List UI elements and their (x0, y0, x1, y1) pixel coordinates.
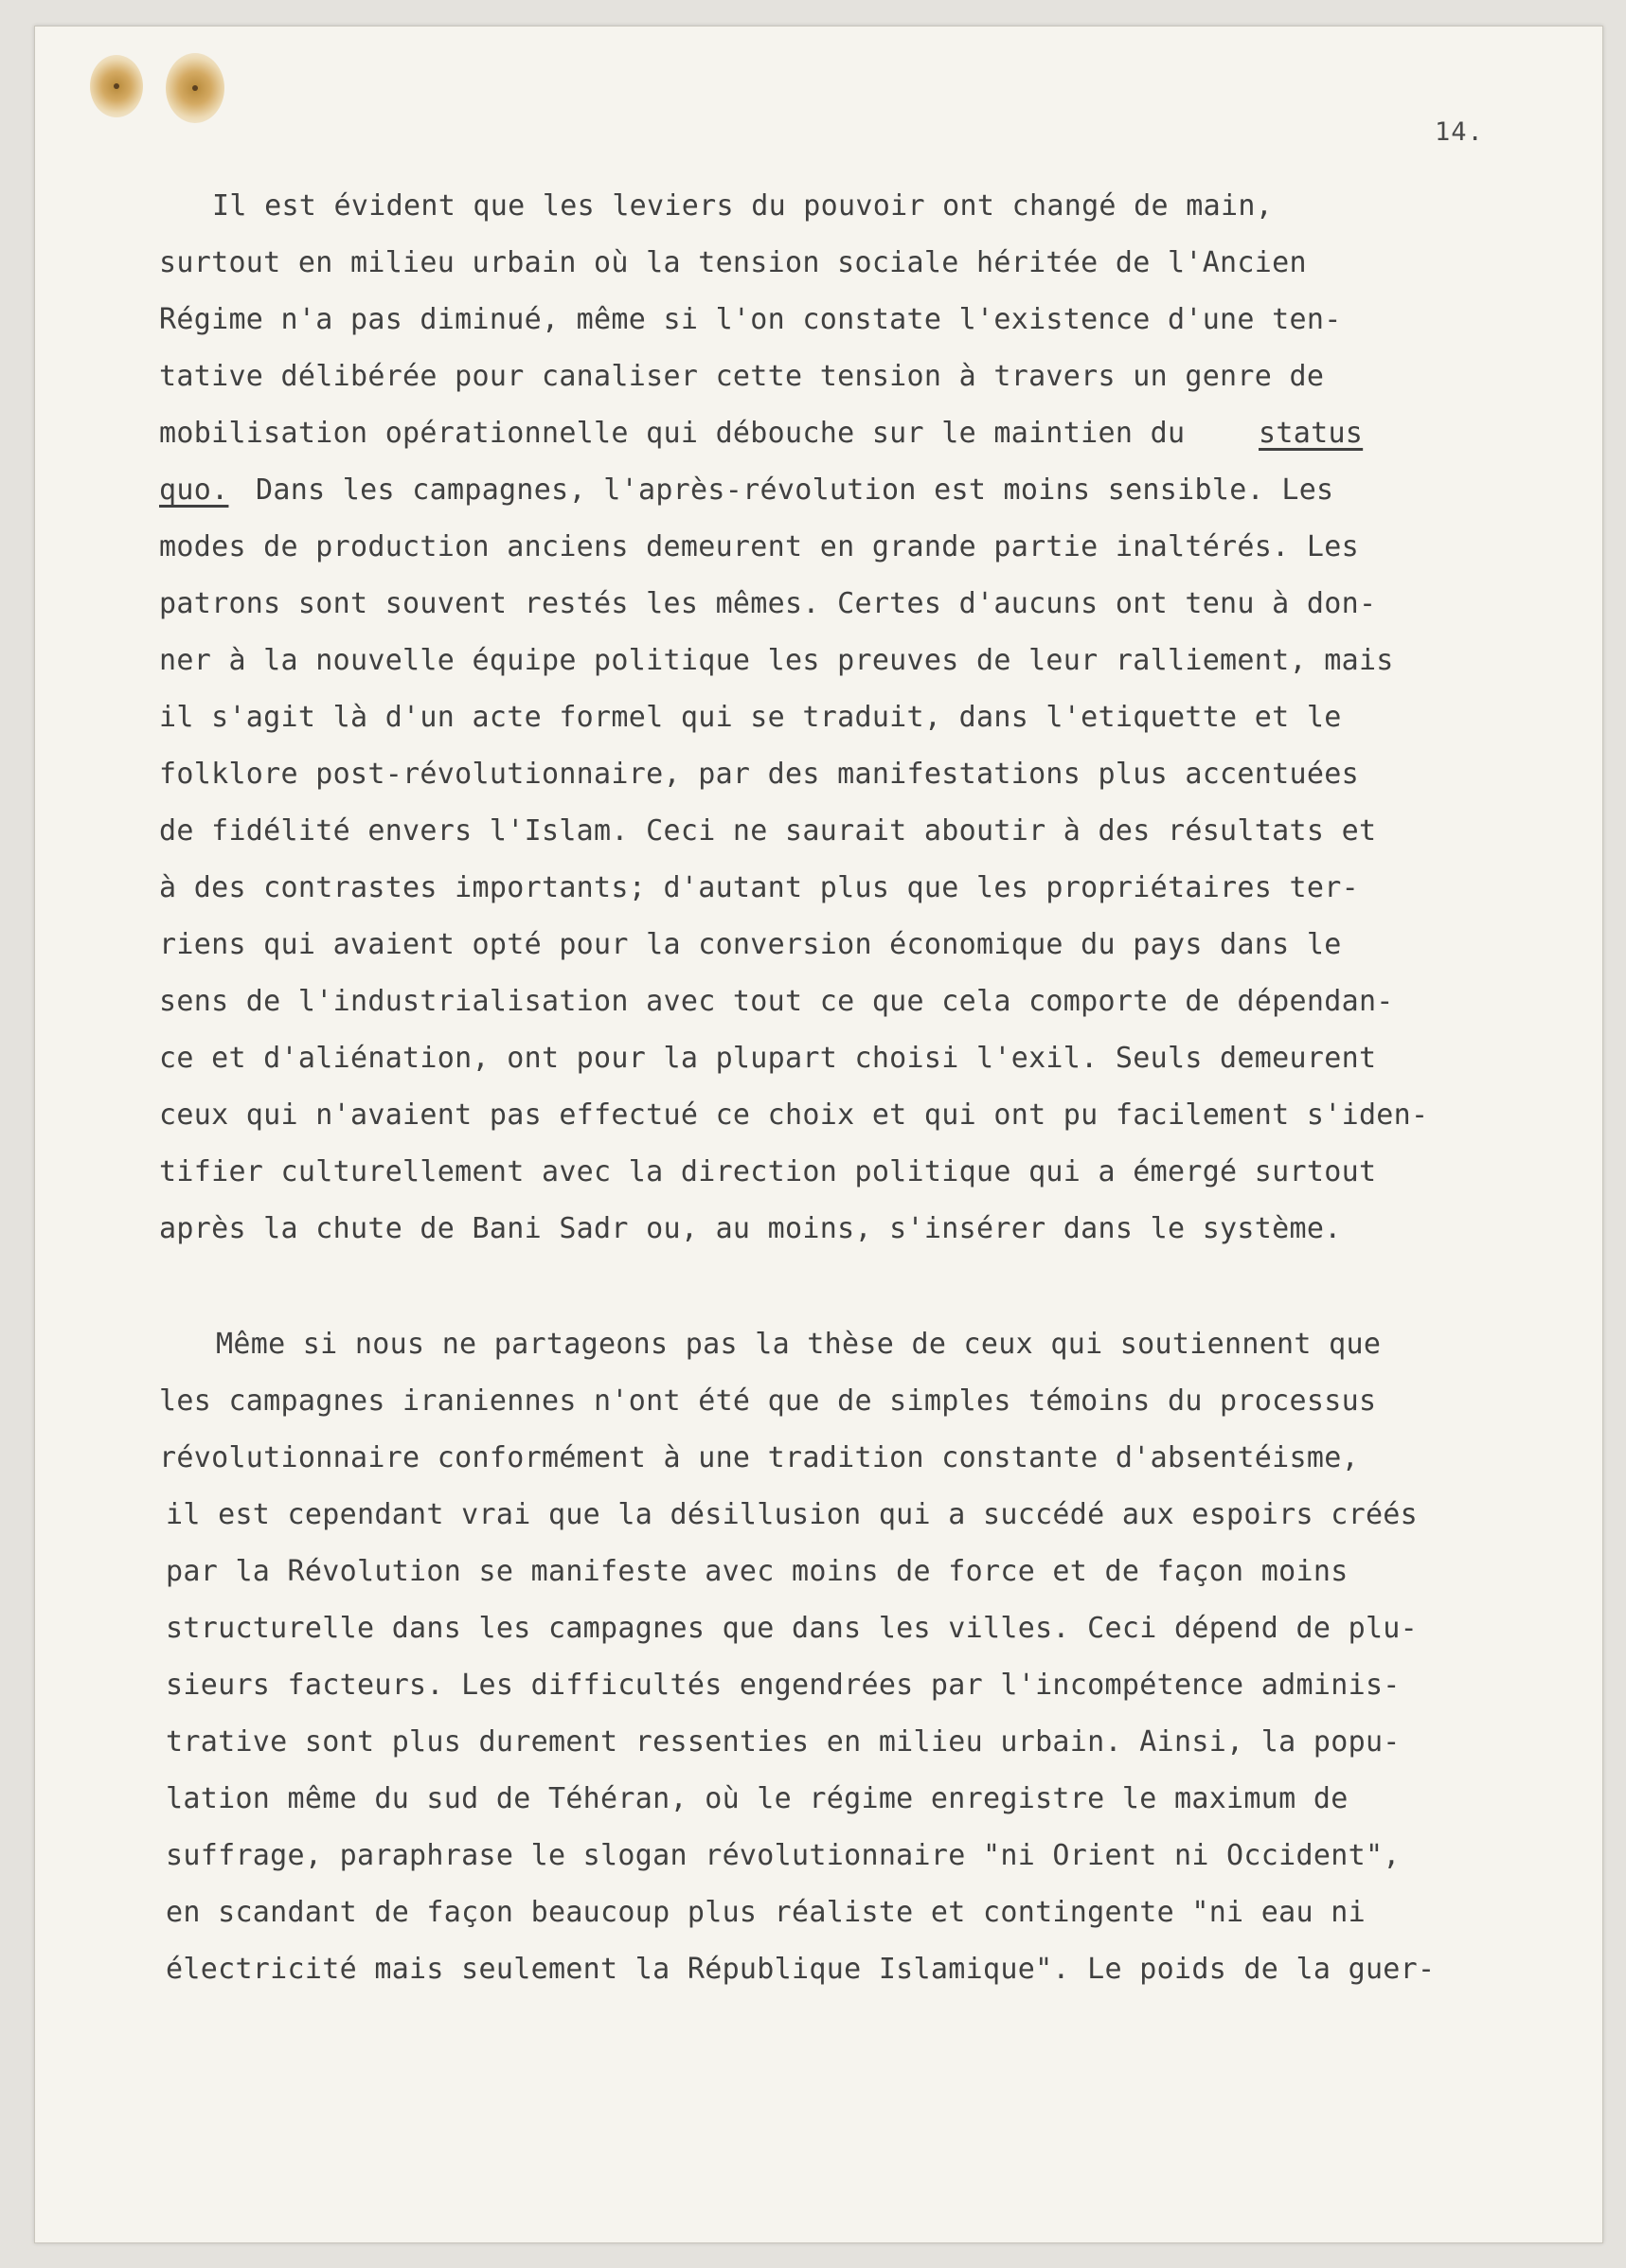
text-line: trative sont plus durement ressenties en milieu urbain. Ainsi, la popu- (166, 1725, 1401, 1759)
stain-right (166, 53, 224, 123)
text-line: électricité mais seulement la République Islamique". Le poids de la guer- (166, 1953, 1436, 1986)
text-line: ner à la nouvelle équipe politique les preuves de leur ralliement, mais (159, 644, 1394, 677)
text-line: Régime n'a pas diminué, même si l'on constate l'existence d'une ten- (159, 303, 1342, 336)
text-line: lation même du sud de Téhéran, où le régime enregistre le maximum de (166, 1782, 1349, 1815)
text-line: sens de l'industrialisation avec tout ce que cela comporte de dépendan- (159, 985, 1394, 1018)
text-line: suffrage, paraphrase le slogan révolutionnaire "ni Orient ni Occident", (166, 1839, 1401, 1872)
text-line: il s'agit là d'un acte formel qui se traduit, dans l'etiquette et le (159, 701, 1342, 734)
text-line: riens qui avaient opté pour la conversion économique du pays dans le (159, 928, 1342, 961)
text-line: structurelle dans les campagnes que dans les villes. Ceci dépend de plu- (166, 1612, 1419, 1645)
page-number: 14. (1435, 117, 1484, 147)
underlined-term: quo. (159, 473, 229, 507)
text-line: folklore post-révolutionnaire, par des manifestations plus accentuées (159, 758, 1359, 791)
stain-left (90, 55, 143, 117)
text-line: il est cependant vrai que la désillusion qui a succédé aux espoirs créés (166, 1498, 1419, 1531)
text-line: sieurs facteurs. Les difficultés engendrées par l'incompétence adminis- (166, 1669, 1401, 1702)
text-line: surtout en milieu urbain où la tension sociale héritée de l'Ancien (159, 246, 1307, 279)
document-page (34, 26, 1603, 2243)
text-line: modes de production anciens demeurent en grande partie inaltérés. Les (159, 530, 1359, 563)
text-line: mobilisation opérationnelle qui débouche sur le maintien du (159, 417, 1186, 450)
text-line: ce et d'aliénation, ont pour la plupart choisi l'exil. Seuls demeurent (159, 1042, 1377, 1075)
text-line: ceux qui n'avaient pas effectué ce choix et qui ont pu facilement s'iden- (159, 1098, 1429, 1132)
text-line: à des contrastes importants; d'autant plus que les propriétaires ter- (159, 871, 1359, 904)
text-line: patrons sont souvent restés les mêmes. Certes d'aucuns ont tenu à don- (159, 587, 1377, 620)
text-line: Même si nous ne partageons pas la thèse de ceux qui soutiennent que (216, 1328, 1382, 1361)
underlined-term: status (1259, 417, 1364, 450)
text-line: les campagnes iraniennes n'ont été que de simples témoins du processus (159, 1384, 1377, 1418)
text-line: en scandant de façon beaucoup plus réaliste et contingente "ni eau ni (166, 1896, 1366, 1929)
text-line: de fidélité envers l'Islam. Ceci ne saurait aboutir à des résultats et (159, 814, 1377, 848)
text-line: tative délibérée pour canaliser cette tension à travers un genre de (159, 360, 1325, 393)
text-line: révolutionnaire conformément à une tradition constante d'absentéisme, (159, 1441, 1359, 1474)
text-line: Dans les campagnes, l'après-révolution est moins sensible. Les (256, 473, 1334, 507)
text-line: Il est évident que les leviers du pouvoir ont changé de main, (212, 189, 1274, 223)
text-line: après la chute de Bani Sadr ou, au moins, s'insérer dans le système. (159, 1212, 1342, 1245)
text-line: tifier culturellement avec la direction politique qui a émergé surtout (159, 1155, 1377, 1188)
text-line: par la Révolution se manifeste avec moins de force et de façon moins (166, 1555, 1349, 1588)
